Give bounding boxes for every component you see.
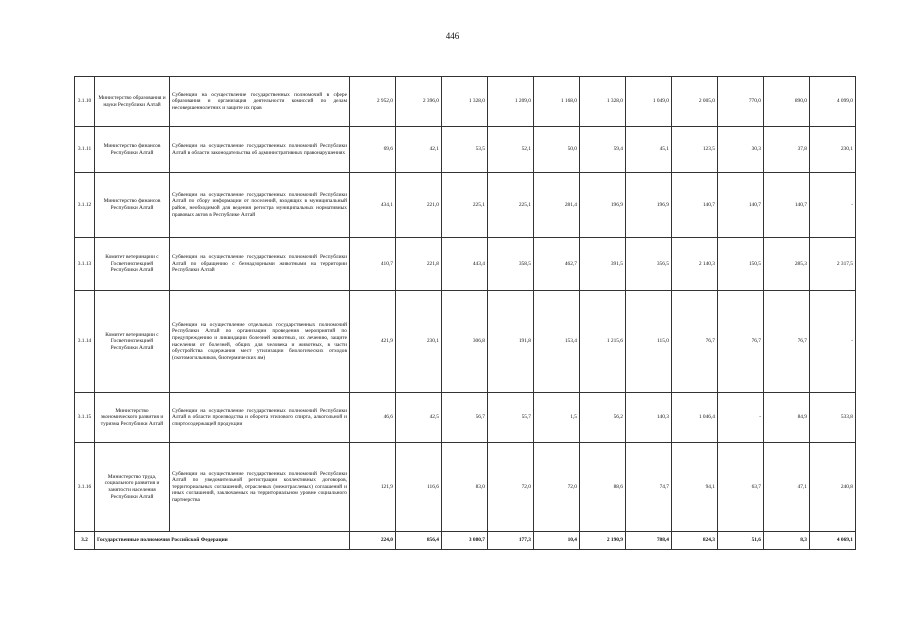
row-value: 59,4	[580, 127, 626, 173]
row-value: 2 140,3	[672, 238, 718, 291]
row-value: 421,9	[350, 291, 396, 393]
total-value: 4 069,1	[810, 532, 856, 550]
total-value: 8,3	[764, 532, 810, 550]
row-description: Субвенции на осуществление государственных полномочий Республики Алтай по обращению с безнадзорными животными на территории Республики Алтай	[170, 238, 350, 291]
row-value: 45,1	[626, 127, 672, 173]
row-value: 42,1	[396, 127, 442, 173]
row-code: 3.1.13	[75, 238, 95, 291]
row-value: 88,6	[580, 443, 626, 532]
total-value: 3 080,7	[442, 532, 488, 550]
row-value: 356,5	[626, 238, 672, 291]
total-value: 788,4	[626, 532, 672, 550]
table-row	[75, 393, 856, 443]
row-value: 1 046,4	[672, 393, 718, 443]
total-label: Государственные полномочия Российской Федерации	[95, 532, 350, 550]
row-value: 890,0	[764, 77, 810, 127]
row-value: 140,7	[764, 173, 810, 238]
row-value: 84,9	[764, 393, 810, 443]
row-value: 462,7	[534, 238, 580, 291]
row-value: -	[810, 173, 856, 238]
total-value: 824,3	[672, 532, 718, 550]
row-value: 221,0	[396, 173, 442, 238]
row-value: 191,8	[488, 291, 534, 393]
row-code: 3.1.11	[75, 127, 95, 173]
row-value: 391,5	[580, 238, 626, 291]
row-value: 53,5	[442, 127, 488, 173]
row-value: 153,4	[534, 291, 580, 393]
row-ministry: Комитет ветеринарии с Госветинспекцией Республики Алтай	[95, 238, 170, 291]
row-value: 69,6	[350, 127, 396, 173]
row-value: 770,0	[718, 77, 764, 127]
row-value: 76,7	[672, 291, 718, 393]
row-value: 1 215,6	[580, 291, 626, 393]
total-row	[75, 532, 856, 550]
total-value: 10,4	[534, 532, 580, 550]
row-ministry: Министерство финансов Республики Алтай	[95, 173, 170, 238]
row-description: Субвенции на осуществление отдельных государственных полномочий Республики Алтай по организации проведения мероприятий по предупреждению и ликвидации болезней животных, их лечению, защите населения от болезней, общих для человека и животных, в части обустройства содержания мест утилизации биологических отходов (скотомогильников, биотермических ям)	[170, 291, 350, 393]
row-value: 94,1	[672, 443, 718, 532]
row-value: -	[718, 393, 764, 443]
row-description: Субвенции на осуществление государственных полномочий Республики Алтай по сбору информации от поселений, входящих в муниципальный район, необходимой для ведения регистра муниципальных нормативных правовых актов в Республике Алтай	[170, 173, 350, 238]
row-value: 140,7	[672, 173, 718, 238]
row-value: 443,4	[442, 238, 488, 291]
row-value: 230,1	[810, 127, 856, 173]
page-number: 446	[445, 31, 460, 41]
row-value: 1 328,0	[442, 77, 488, 127]
row-value: 56,7	[442, 393, 488, 443]
total-value: 2 190,9	[580, 532, 626, 550]
row-value: 306,8	[442, 291, 488, 393]
row-value: 221,8	[396, 238, 442, 291]
row-ministry: Министерство экономического развития и туризма Республики Алтай	[95, 393, 170, 443]
row-value: 2 005,0	[672, 77, 718, 127]
row-value: 42,5	[396, 393, 442, 443]
row-value: 140,7	[718, 173, 764, 238]
row-ministry: Министерство образования и науки Республики Алтай	[95, 77, 170, 127]
row-value: 1 049,0	[626, 77, 672, 127]
row-code: 3.1.16	[75, 443, 95, 532]
row-value: 2 952,0	[350, 77, 396, 127]
row-value: 240,8	[810, 443, 856, 532]
row-value: 121,9	[350, 443, 396, 532]
subventions-table	[74, 76, 856, 550]
row-value: 196,9	[580, 173, 626, 238]
row-value: 2 317,5	[810, 238, 856, 291]
total-value: 856,4	[396, 532, 442, 550]
row-value: 50,0	[534, 127, 580, 173]
row-value: 76,7	[718, 291, 764, 393]
row-value: 74,7	[626, 443, 672, 532]
row-value: 37,8	[764, 127, 810, 173]
row-value: 1 328,0	[580, 77, 626, 127]
row-value: 115,0	[626, 291, 672, 393]
row-value: 56,2	[580, 393, 626, 443]
row-value: 83,0	[442, 443, 488, 532]
row-ministry: Комитет ветеринарии с Госветинспекцией Республики Алтай	[95, 291, 170, 393]
row-value: 358,5	[488, 238, 534, 291]
total-value: 51,6	[718, 532, 764, 550]
table-row	[75, 77, 856, 127]
row-value: 410,7	[350, 238, 396, 291]
row-value: 72,0	[534, 443, 580, 532]
table-row	[75, 238, 856, 291]
row-value: 225,1	[442, 173, 488, 238]
row-value: 1,5	[534, 393, 580, 443]
row-value: 55,7	[488, 393, 534, 443]
row-value: 434,1	[350, 173, 396, 238]
row-ministry: Министерство финансов Республики Алтай	[95, 127, 170, 173]
row-value: 76,7	[764, 291, 810, 393]
row-value: 225,1	[488, 173, 534, 238]
row-description: Субвенции на осуществление государственных полномочий в сфере образования и организация деятельности комиссий по делам несовершеннолетних и защите их прав	[170, 77, 350, 127]
table-row	[75, 173, 856, 238]
row-description: Субвенции на осуществление государственных полномочий Республики Алтай по уведомительной регистрации коллективных договоров, территориальных соглашений, отраслевых (межотраслевых) соглашений и иных соглашений, заключаемых на территориальном уровне социального партнерства	[170, 443, 350, 532]
row-value: 2 396,0	[396, 77, 442, 127]
row-value: 1 209,0	[488, 77, 534, 127]
total-code: 3.2	[75, 532, 95, 550]
row-value: 47,1	[764, 443, 810, 532]
row-value: 116,6	[396, 443, 442, 532]
table-row	[75, 291, 856, 393]
table-row	[75, 443, 856, 532]
row-description: Субвенции на осуществление государственных полномочий Республики Алтай в области законодательства об административных правонарушениях	[170, 127, 350, 173]
total-value: 224,0	[350, 532, 396, 550]
row-description: Субвенции на осуществление государственных полномочий Республики Алтай в области производства и оборота этилового спирта, алкогольной и спиртосодержащей продукции	[170, 393, 350, 443]
row-code: 3.1.10	[75, 77, 95, 127]
row-value: -	[810, 291, 856, 393]
table-row	[75, 127, 856, 173]
row-value: 63,7	[718, 443, 764, 532]
row-value: 140,3	[626, 393, 672, 443]
row-value: 230,1	[396, 291, 442, 393]
row-value: 150,5	[718, 238, 764, 291]
row-code: 3.1.14	[75, 291, 95, 393]
row-value: 30,3	[718, 127, 764, 173]
row-value: 1 168,0	[534, 77, 580, 127]
row-value: 72,0	[488, 443, 534, 532]
row-ministry: Министерство труда, социального развития и занятости населения Республики Алтай	[95, 443, 170, 532]
row-value: 533,8	[810, 393, 856, 443]
table-body	[75, 77, 856, 550]
row-value: 46,6	[350, 393, 396, 443]
total-value: 177,3	[488, 532, 534, 550]
row-value: 285,3	[764, 238, 810, 291]
row-value: 4 099,0	[810, 77, 856, 127]
row-value: 123,5	[672, 127, 718, 173]
row-value: 52,1	[488, 127, 534, 173]
row-code: 3.1.12	[75, 173, 95, 238]
row-value: 196,9	[626, 173, 672, 238]
row-code: 3.1.15	[75, 393, 95, 443]
row-value: 281,4	[534, 173, 580, 238]
